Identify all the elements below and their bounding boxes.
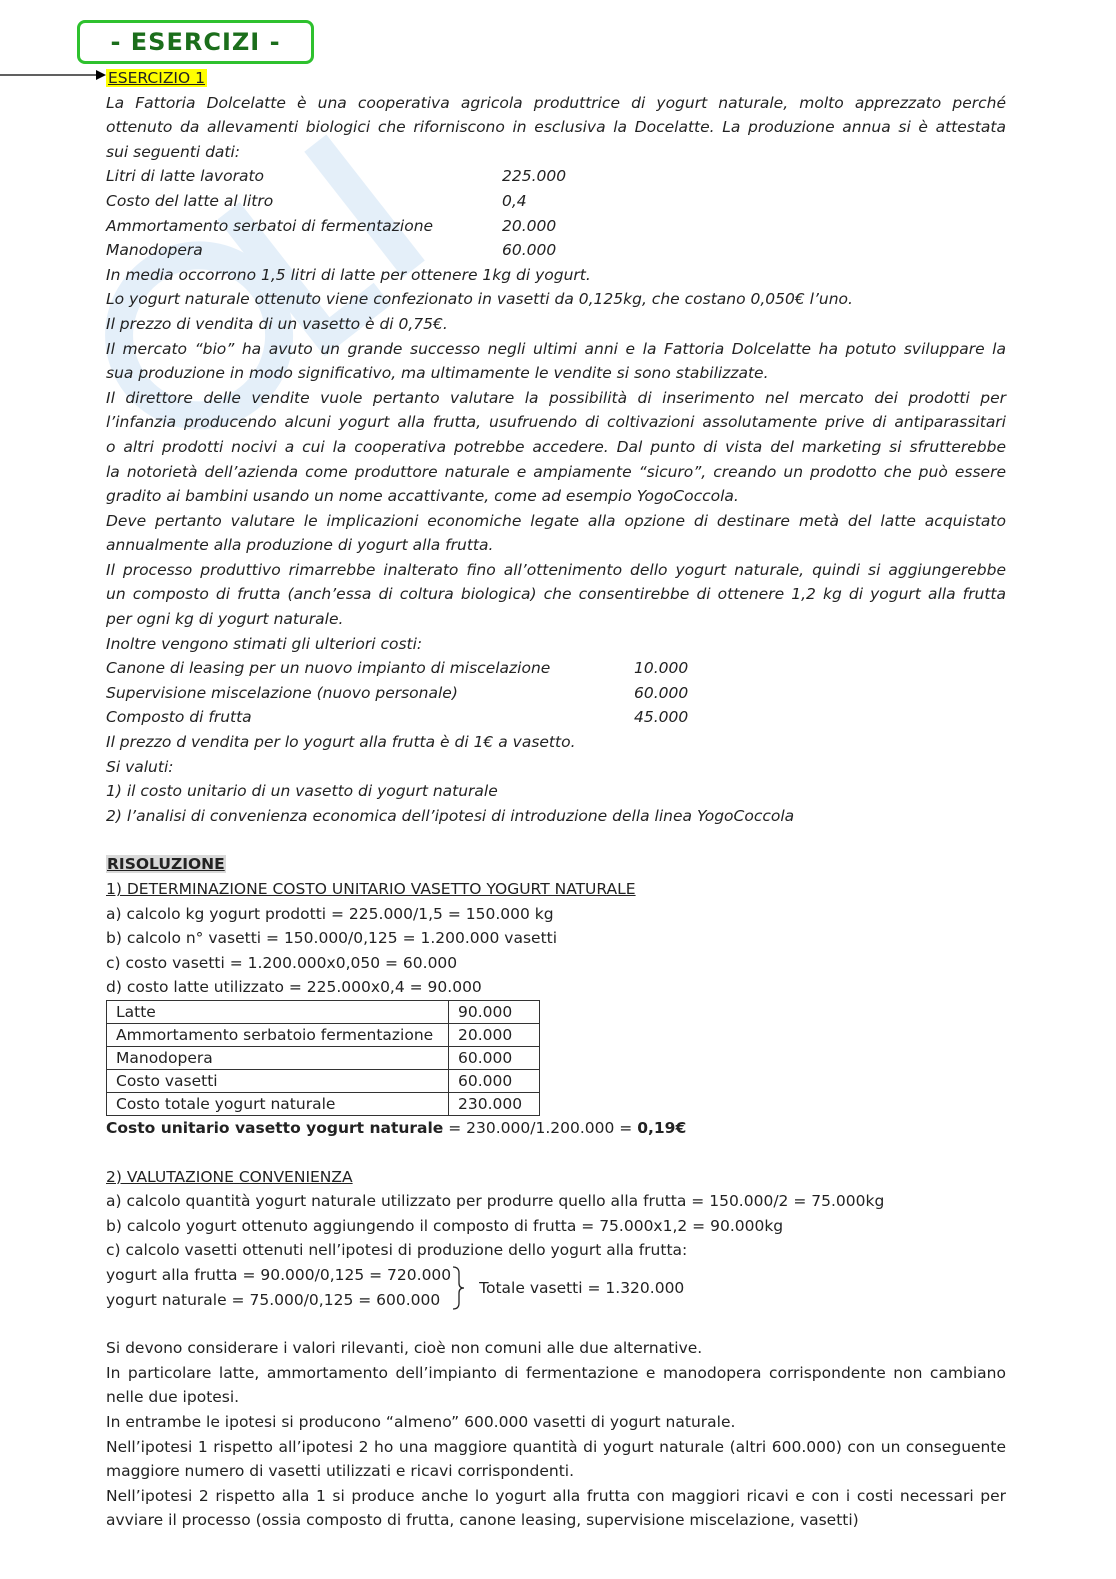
text-line: In media occorrono 1,5 litri di latte per ottenere 1kg di yogurt. xyxy=(106,265,591,284)
cost-item: Latte xyxy=(107,1000,449,1023)
text-line: a) calcolo kg yogurt prodotti = 225.000/1,5 = 150.000 kg xyxy=(106,904,554,923)
text-line: Si valuti: xyxy=(106,757,174,776)
section2-steps xyxy=(106,1189,1006,1263)
data-value: 45.000 xyxy=(634,708,689,727)
jar-lines xyxy=(106,1263,451,1312)
data-label: Composto di frutta xyxy=(106,708,252,727)
text-line: avviare il processo (ossia composto di frutta, canone leasing, supervisione miscelazione, vasetti) xyxy=(106,1511,859,1530)
document-body xyxy=(106,66,1006,1533)
text-line: In entrambe le ipotesi si producono “almeno” 600.000 vasetti di yogurt naturale. xyxy=(106,1412,736,1431)
cost-item: Costo vasetti xyxy=(107,1069,449,1092)
data-row xyxy=(106,681,1006,706)
cost-table xyxy=(106,1000,540,1116)
table-row xyxy=(107,1069,540,1092)
questions xyxy=(106,730,1006,828)
data-label: Supervisione miscelazione (nuovo personale) xyxy=(106,683,458,702)
data-row xyxy=(106,656,1006,681)
text-line: annualmente alla produzione di yogurt alla frutta. xyxy=(106,536,494,555)
data-row xyxy=(106,238,1006,263)
text-line: sua produzione in modo significativo, ma ultimamente le vendite si sono stabilizzate. xyxy=(106,364,769,383)
text-line: Nell’ipotesi 1 rispetto all’ipotesi 2 ho una maggiore quantità di yogurt naturale (altri 600.000) con un conseguente xyxy=(106,1437,1006,1456)
intro-paragraph xyxy=(106,91,1006,165)
text-line: Il processo produttivo rimarrebbe inalterato fino all’ottenimento dello yogurt naturale, quindi si aggiungerebbe xyxy=(106,560,1006,579)
text-line: c) costo vasetti = 1.200.000x0,050 = 60.000 xyxy=(106,953,458,972)
text-line: nelle due ipotesi. xyxy=(106,1388,240,1407)
text-line: gradito ai bambini usando un nome accattivante, come ad esempio YogoCoccola. xyxy=(106,487,739,506)
problem-description xyxy=(106,263,1006,657)
table-row xyxy=(107,1092,540,1115)
data-row xyxy=(106,214,1006,239)
text-line: sui seguenti dati: xyxy=(106,142,241,161)
data-label: Litri di latte lavorato xyxy=(106,167,265,186)
text-line: ottenuto da allevamenti biologici che riforniscono in esclusiva la Docelatte. La produzione annua si è attestata xyxy=(106,118,1006,137)
cost-value: 60.000 xyxy=(449,1069,540,1092)
text-line: In particolare latte, ammortamento dell’impianto di fermentazione e manodopera corrispondente non cambiano xyxy=(106,1363,1006,1382)
text-line: Lo yogurt naturale ottenuto viene confezionato in vasetti da 0,125kg, che costano 0,050€ l’uno. xyxy=(106,290,853,309)
text-line: Il prezzo d vendita per lo yogurt alla frutta è di 1€ a vasetto. xyxy=(106,733,576,752)
data-row xyxy=(106,164,1006,189)
cost-item: Ammortamento serbatoio fermentazione xyxy=(107,1023,449,1046)
text-line: b) calcolo n° vasetti = 150.000/0,125 = 1.200.000 vasetti xyxy=(106,929,558,948)
text-line: Inoltre vengono stimati gli ulteriori costi: xyxy=(106,634,423,653)
data-value: 20.000 xyxy=(502,216,557,235)
cost-value: 20.000 xyxy=(449,1023,540,1046)
data-row xyxy=(106,189,1006,214)
data-value: 10.000 xyxy=(634,659,689,678)
text-line: La Fattoria Dolcelatte è una cooperativa agricola produttrice di yogurt naturale, molto apprezzato perché xyxy=(106,93,1006,112)
text-line: a) calcolo quantità yogurt naturale utilizzato per produrre quello alla frutta = 150.000/2 = 75.000kg xyxy=(106,1192,885,1211)
text-line: d) costo latte utilizzato = 225.000x0,4 = 90.000 xyxy=(106,978,482,997)
table-row xyxy=(107,1000,540,1023)
section2-heading: 2) VALUTAZIONE CONVENIENZA xyxy=(106,1167,353,1186)
arrow-right-icon xyxy=(0,68,108,82)
closing-paragraph xyxy=(106,1336,1006,1533)
cost-value: 90.000 xyxy=(449,1000,540,1023)
data-value: 60.000 xyxy=(502,241,557,260)
data-label: Canone di leasing per un nuovo impianto di miscelazione xyxy=(106,659,551,678)
data-label: Ammortamento serbatoi di fermentazione xyxy=(106,216,434,235)
cost-value: 60.000 xyxy=(449,1046,540,1069)
extra-costs-list xyxy=(106,656,1006,730)
section1-heading: 1) DETERMINAZIONE COSTO UNITARIO VASETTO YOGURT NATURALE xyxy=(106,880,636,898)
unit-cost-line: Costo unitario vasetto yogurt naturale = 230.000/1.200.000 = 0,19€ xyxy=(106,1118,687,1137)
cost-value: 230.000 xyxy=(449,1092,540,1115)
table-row xyxy=(107,1023,540,1046)
text-line: b) calcolo yogurt ottenuto aggiungendo il composto di frutta = 75.000x1,2 = 90.000kg xyxy=(106,1216,784,1235)
text-line: maggiore numero di vasetti utilizzati e ricavi corrispondenti. xyxy=(106,1462,575,1481)
text-line: c) calcolo vasetti ottenuti nell’ipotesi di produzione dello yogurt alla frutta: xyxy=(106,1241,688,1260)
data-value: 225.000 xyxy=(502,167,567,186)
section1-steps xyxy=(106,902,1006,1000)
text-line: yogurt naturale = 75.000/0,125 = 600.000 xyxy=(106,1290,441,1309)
text-line: o altri prodotti nocivi a cui la cooperativa potrebbe accedere. Dal punto di vista del marketing si sfrutterebbe xyxy=(106,437,1006,456)
data-value: 0,4 xyxy=(502,191,527,210)
cost-item: Costo totale yogurt naturale xyxy=(107,1092,449,1115)
data-label: Manodopera xyxy=(106,241,203,260)
text-line: per ogni kg di yogurt naturale. xyxy=(106,610,344,629)
text-line: un composto di frutta (anch’essa di coltura biologica) che consentirebbe di ottenere 1,2 kg di yogurt alla frutta xyxy=(106,585,1006,604)
text-line: yogurt alla frutta = 90.000/0,125 = 720.000 xyxy=(106,1265,452,1284)
text-line: Deve pertanto valutare le implicazioni economiche legate alla opzione di destinare metà del latte acquistato xyxy=(106,511,1006,530)
page-title: - ESERCIZI - xyxy=(77,20,314,64)
text-line: Il mercato “bio” ha avuto un grande successo negli ultimi anni e la Fattoria Dolcelatte ha potuto sviluppare la xyxy=(106,339,1006,358)
data-row xyxy=(106,705,1006,730)
table-row xyxy=(107,1046,540,1069)
solution-heading: RISOLUZIONE xyxy=(107,855,225,874)
text-line: la notorietà dell’azienda come produttore naturale e ampiamente “sicuro”, creando un prodotto che può essere xyxy=(106,462,1006,481)
text-line: Nell’ipotesi 2 rispetto alla 1 si produce anche lo yogurt alla frutta con maggiori ricavi e con i costi necessari per xyxy=(106,1486,1006,1505)
data-value: 60.000 xyxy=(634,683,689,702)
production-data-list xyxy=(106,164,1006,262)
text-line: 2) l’analisi di convenienza economica dell’ipotesi di introduzione della linea YogoCoccola xyxy=(106,806,795,825)
text-line: 1) il costo unitario di un vasetto di yogurt naturale xyxy=(106,782,498,801)
text-line: Il direttore delle vendite vuole pertanto valutare la possibilità di inserimento nel mercato dei prodotti per xyxy=(106,388,1006,407)
text-line: Si devono considerare i valori rilevanti, cioè non comuni alle due alternative. xyxy=(106,1339,703,1358)
right-brace-icon xyxy=(451,1265,475,1311)
cost-item: Manodopera xyxy=(107,1046,449,1069)
text-line: l’infanzia producendo alcuni yogurt alla frutta, usufruendo di coltivazioni assolutamente prive di antiparassitari xyxy=(106,413,1006,432)
jar-calculation xyxy=(106,1263,1006,1312)
data-label: Costo del latte al litro xyxy=(106,191,274,210)
jar-total: Totale vasetti = 1.320.000 xyxy=(479,1278,685,1297)
text-line: Il prezzo di vendita di un vasetto è di 0,75€. xyxy=(106,314,448,333)
exercise-heading: ESERCIZIO 1 xyxy=(108,69,205,87)
